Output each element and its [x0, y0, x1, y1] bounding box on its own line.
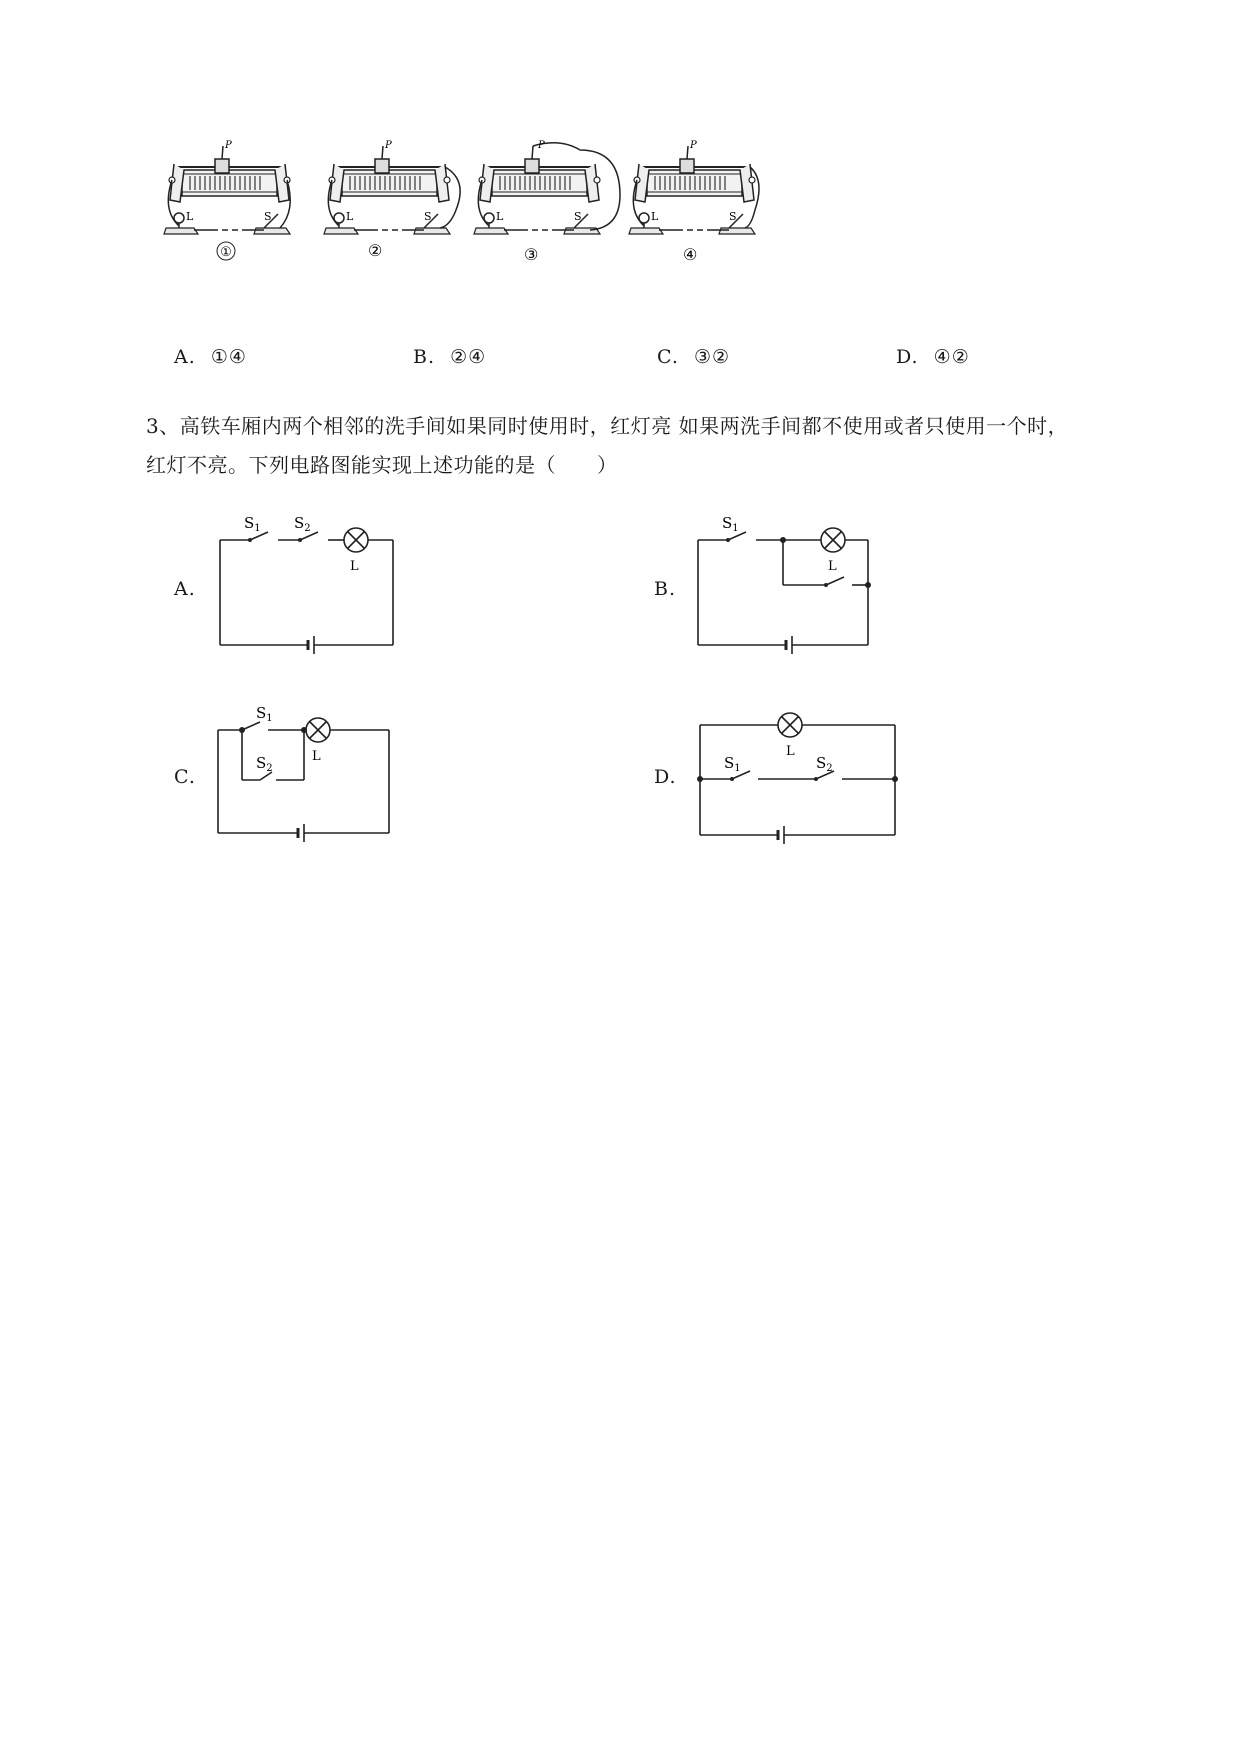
lamp-label: L: [828, 559, 837, 574]
figure-number: ④: [683, 245, 698, 264]
q2-option-d[interactable]: [896, 346, 970, 368]
q3-circuit-c[interactable]: [206, 700, 406, 850]
slider-label: P: [385, 140, 392, 151]
option-letter: A.: [174, 346, 196, 368]
option-text: ④②: [933, 346, 970, 368]
switch-label: S: [424, 210, 432, 223]
q3-option-a-letter[interactable]: A.: [174, 578, 196, 600]
switch-label: S: [264, 210, 272, 223]
rheostat-figure-1: [164, 140, 290, 260]
switch-label: S: [729, 210, 737, 223]
rheostat-figures: [150, 140, 850, 300]
q3-circuit-b[interactable]: [688, 510, 888, 660]
q3-option-c-letter[interactable]: C.: [174, 766, 196, 788]
switch-s1-label: $S_1$: [244, 514, 261, 534]
q3-option-d-letter[interactable]: D.: [654, 766, 677, 788]
switch-s1-label: $S_1$: [722, 514, 739, 534]
option-letter: D.: [896, 346, 919, 368]
q3-circuit-a[interactable]: [210, 510, 410, 660]
lamp-label: L: [346, 210, 354, 223]
slider-label: P: [225, 140, 232, 151]
q3-stem-line-1: 3、高铁车厢内两个相邻的洗手间如果同时使用时，红灯亮 如果两洗手间都不使用或者只使用一个时，: [146, 414, 1069, 438]
figure-number: ②: [368, 241, 383, 260]
rheostat-figure-3: [474, 140, 620, 264]
q3-circuit-d[interactable]: [690, 700, 910, 850]
slider-label: P: [690, 140, 697, 151]
q2-option-a[interactable]: [174, 346, 247, 368]
q3-option-b-letter[interactable]: B.: [654, 578, 677, 600]
switch-s2-label: $S_2$: [816, 754, 833, 774]
option-text: ①④: [210, 346, 247, 368]
lamp-label: L: [186, 210, 194, 223]
switch-s2-label: $S_2$: [256, 754, 273, 774]
option-text: ②④: [450, 346, 487, 368]
option-letter: B.: [413, 346, 436, 368]
q2-option-b[interactable]: [413, 346, 486, 368]
rheostat-figure-2: [324, 140, 460, 260]
switch-s2-label: $S_2$: [294, 514, 311, 534]
switch-s1-label: $S_1$: [256, 704, 273, 724]
lamp-label: L: [312, 749, 321, 764]
q3-stem-line-2: 红灯不亮。下列电路图能实现上述功能的是（ ）: [146, 453, 618, 477]
option-letter: C.: [657, 346, 679, 368]
lamp-label: L: [651, 210, 659, 223]
q2-option-c[interactable]: [657, 346, 730, 368]
lamp-label: L: [496, 210, 504, 223]
slider-label: P: [538, 140, 545, 151]
rheostat-figure-4: [629, 140, 759, 264]
switch-label: S: [574, 210, 582, 223]
lamp-label: L: [786, 744, 795, 759]
option-text: ③②: [693, 346, 731, 368]
figure-number: ③: [524, 245, 539, 264]
lamp-label: L: [350, 559, 359, 574]
figure-number: ①: [220, 245, 232, 260]
switch-s1-label: $S_1$: [724, 754, 741, 774]
